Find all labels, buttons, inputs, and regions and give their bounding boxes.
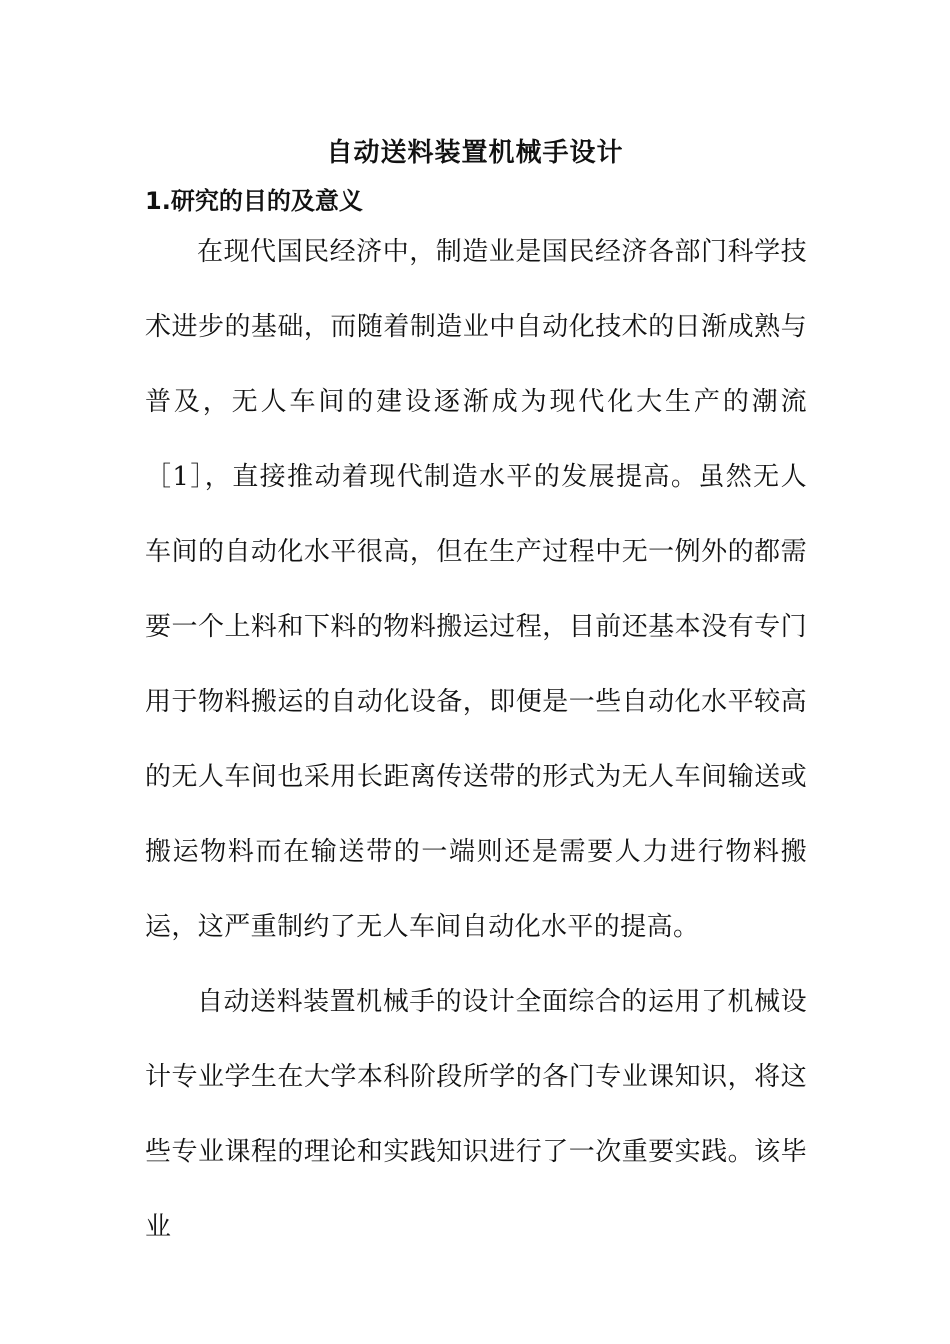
body-paragraph-1: 在现代国民经济中，制造业是国民经济各部门科学技术进步的基础，而随着制造业中自动化技术的日渐成熟与普及，无人车间的建设逐渐成为现代化大生产的潮流［1］，直接推动着现代制造水平的发展提高。虽然无人车间的自动化水平很高，但在生产过程中无一例外的都需要一个上料和下料的物料搬运过程，目前还基本没有专门用于物料搬运的自动化设备，即便是一些自动化水平较高的无人车间也采用长距离传送带的形式为无人车间输送或搬运物料而在输送带的一端则还是需要人力进行物料搬运，这严重制约了无人车间自动化水平的提高。	[145, 237, 807, 942]
document-title: 自动送料装置机械手设计	[326, 138, 624, 168]
body-paragraph-2: 自动送料装置机械手的设计全面综合的运用了机械设计专业学生在大学本科阶段所学的各门专业课知识，将这些专业课程的理论和实践知识进行了一次重要实践。该毕业	[145, 987, 807, 1242]
section-heading: 1.研究的目的及意义	[145, 187, 363, 215]
